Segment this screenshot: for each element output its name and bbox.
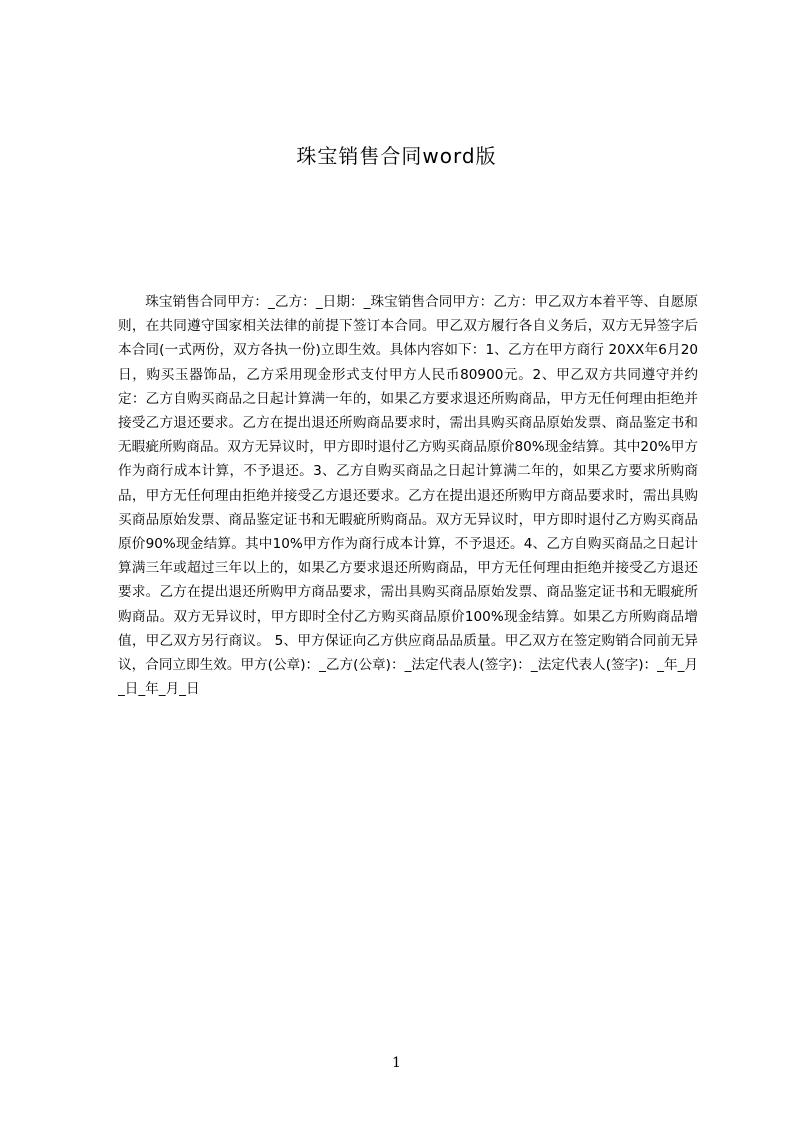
contract-body-paragraph: 珠宝销售合同甲方：_乙方：_日期：_珠宝销售合同甲方：乙方：甲乙双方本着平等、自愿原则，在共同遵守国家相关法律的前提下签订本合同。甲乙双方履行各自义务后，双方无异签字后本合同(一式两份，双方各执一份)立即生效。具体内容如下：1、乙方在甲方商行 20XX年6月20日，购买玉器饰品，乙方采用现金形式支付甲方人民币80900元。2、甲乙双方共同遵守并约定：乙方自购买商品之日起计算满一年的，如果乙方要求退还所购商品，甲方无任何理由拒绝并接受乙方退还要求。乙方在提出退还所购商品要求时，需出具购买商品原始发票、商品鉴定书和无暇疵所购商品。双方无异议时，甲方即时退付乙方购买商品原价80%现金结算。其中20%甲方作为商行成本计算，不予退还。3、乙方自购买商品之日起计算满二年的，如果乙方要求所购商品，甲方无任何理由拒绝并接受乙方退还要求。乙方在提出退还所购甲方商品要求时，需出具购买商品原始发票、商品鉴定证书和无暇疵所购商品。双方无异议时，甲方即时退付乙方购买商品原价90%现金结算。其中10%甲方作为商行成本计算，不予退还。4、乙方自购买商品之日起计算满三年或超过三年以上的，如果乙方要求退还所购商品，甲方无任何理由拒绝并接受乙方退还要求。乙方在提出退还所购甲方商品要求，需出具购买商品原始发票、商品鉴定证书和无暇疵所购商品。双方无异议时，甲方即时全付乙方购买商品原价100%现金结算。如果乙方所购商品增值，甲乙双方另行商议。 5、甲方保证向乙方供应商品品质量。甲乙双方在签定购销合同前无异议，合同立即生效。甲方(公章)：_乙方(公章)：_法定代表人(签字)：_法定代表人(签字)：_年_月_日_年_月_日 [118, 294, 698, 698]
page-number: 1 [392, 1055, 401, 1071]
document-title: 珠宝销售合同word版 [296, 144, 497, 168]
